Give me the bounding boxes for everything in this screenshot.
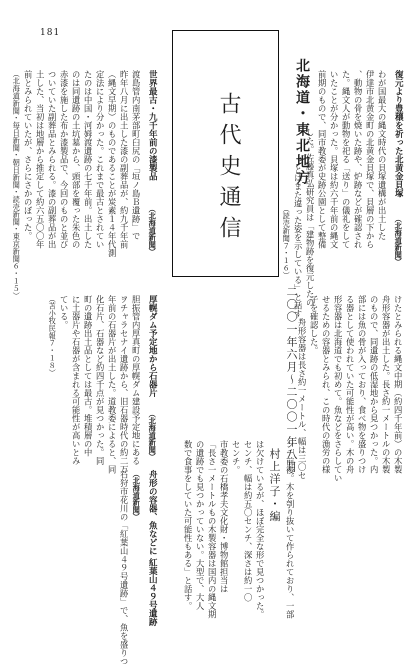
body-5-0: けたとみられる縄文中期（約四千年前）の木製: [393, 295, 404, 474]
body-1-8: 土した、当初は地層から推定して約六五〇〇年: [35, 70, 46, 249]
body-1-6: 赤漆を施した布か漆製品で、今回のものと並び: [59, 70, 70, 249]
body-1-4: たのは中国・河姆渡遺跡の七千年前。出土した: [83, 70, 94, 249]
body-5-14: 「長さ一メートルもの木製容器は国内の縄文期: [207, 440, 218, 619]
body-4-2: 、動物の骨を焼いた跡や、炉跡などが確認され: [353, 70, 364, 249]
source-3: （北海道新聞）: [132, 470, 142, 521]
column-editor: 村上洋子・編: [268, 448, 281, 523]
body-2-4: 町の遺跡出土品としては最古。堆積層の中: [83, 295, 94, 457]
body-5-3: 部には魚の骨が入っており、食べ物を盛りつけ: [357, 295, 368, 474]
headline-4: 復元より豊穣を祈った北黄金貝塚: [393, 70, 404, 198]
body-4-0: わが国最大の縄文時代の貝塚遺構が出土した: [377, 70, 388, 240]
body-5-6: せるための容器とみられ、この時代の漁労の様: [321, 295, 332, 474]
source-1: （北海道新聞）: [148, 205, 158, 256]
source-end-2: （苫小牧民報７・１８）: [48, 295, 58, 377]
body-5-13: 市教委の石橋孝夫文化財・博物館担当は: [219, 440, 230, 593]
body-5-9: ンチ前後。木を刳り抜いて作られており、一部: [285, 440, 296, 619]
body-5-16: 数で食事をしていた可能性もある」と話す。: [183, 440, 194, 610]
body-5-10: は欠けているが、ほぼ完全な形で見つかった。: [255, 440, 266, 619]
headline-1: 世界最古・九千年前の漆製品: [147, 70, 158, 181]
body-4-7: とはまた違った姿を示している」と話す。: [293, 165, 304, 327]
body-4-1: 伊達市北黄金町の北黄金貝塚で、貝層の下から: [365, 70, 376, 249]
column-title: 古代史通信: [216, 92, 241, 247]
body-5-12: センチ。: [231, 440, 242, 474]
body-1-5: のは同遺跡の土坑墓から、頭部を覆った朱色の: [71, 70, 82, 249]
body-5-1: 舟形容器が出土した。長さ約一メートルの木製: [381, 295, 392, 474]
body-4-3: た。縄文人が動物を祀る「送り」の儀礼をして: [341, 70, 352, 249]
body-5-5: 形容器は北海道でも初めて。魚などをさらしてい: [333, 295, 344, 482]
body-2-0: 胆振管内厚真町の厚幌ダム建設予定地にある: [131, 295, 142, 465]
source-2: （北海道新聞）: [148, 410, 158, 461]
body-2-6: ている。: [59, 295, 70, 329]
body-4-5: 前期のもので、同市教委が史跡公園として整備: [317, 70, 328, 249]
body-5-4: る器として使われていた可能性が高い。木の舟: [345, 295, 356, 474]
body-1-1: 昨年八月に出土した漆の副葬品が、約九千年前: [119, 70, 130, 249]
body-4-4: いたことが分かった。貝塚は約六千年前の縄文: [329, 70, 340, 249]
body-1-9: 前とみられていたが、さらにさかのぼった。: [23, 70, 34, 240]
body-5-8: 舟形容器は長さ約一メートル、幅は三〇セ: [297, 318, 308, 480]
body-5-7: 子を確認した。: [309, 295, 320, 355]
body-2-5: に土器片や石器が含まれる可能性が高いとみ: [71, 295, 82, 465]
body-2-1: ヲチャラセナイ遺跡から、旧石器時代の約二万: [119, 295, 130, 474]
body-1-0: 渡島管内南茅部町臼尻の「垣ノ島Ｂ遺跡」で: [131, 70, 142, 240]
section-title: 北海道・東北地方: [294, 58, 310, 186]
body-2-2: 年前の石器片が出土した。道教委によると、同: [107, 295, 118, 474]
headline-2: 厚幌ダム予定地から石器片: [147, 295, 158, 397]
body-3-0: 石狩市花川の「紅葉山４９号遺跡」で、魚を盛りつ: [119, 470, 130, 666]
source-end-1: （北海道新聞・毎日新聞・朝日新聞・読売新聞・東京新聞６・１５）: [12, 70, 22, 300]
body-1-3: 定法により分かった。これまで最古とされてい: [95, 70, 106, 249]
body-4-6: した。佐藤真弘研究員は「建物跡を復元したの: [305, 128, 316, 307]
body-5-11: センチ、幅は約五〇センチ、深さは約一〇: [243, 440, 254, 602]
body-1-7: ついていた副葬品とみられる。漆の副葬品が出: [47, 70, 58, 249]
column-period: 二〇〇一年六月～二〇〇一年八月: [285, 286, 298, 474]
body-1-2: （縄文早期）のものであることが炭素１４年代測: [107, 70, 118, 257]
body-2-3: 化石片、石器など約四千点が見つかった。同: [95, 295, 106, 465]
body-5-15: の遺跡でも見つかっていない。大型で、大人: [195, 440, 206, 610]
source-4: （北海道新聞）: [394, 215, 404, 266]
headline-3: 舟形の容器、魚などに 紅葉山４９号遺跡: [147, 470, 158, 626]
body-5-2: のもので、同遺跡の低湿地から見つかった。内: [369, 295, 380, 474]
page-number: 181: [40, 28, 61, 38]
source-end-4: （読売新聞７・１６）: [282, 205, 292, 279]
